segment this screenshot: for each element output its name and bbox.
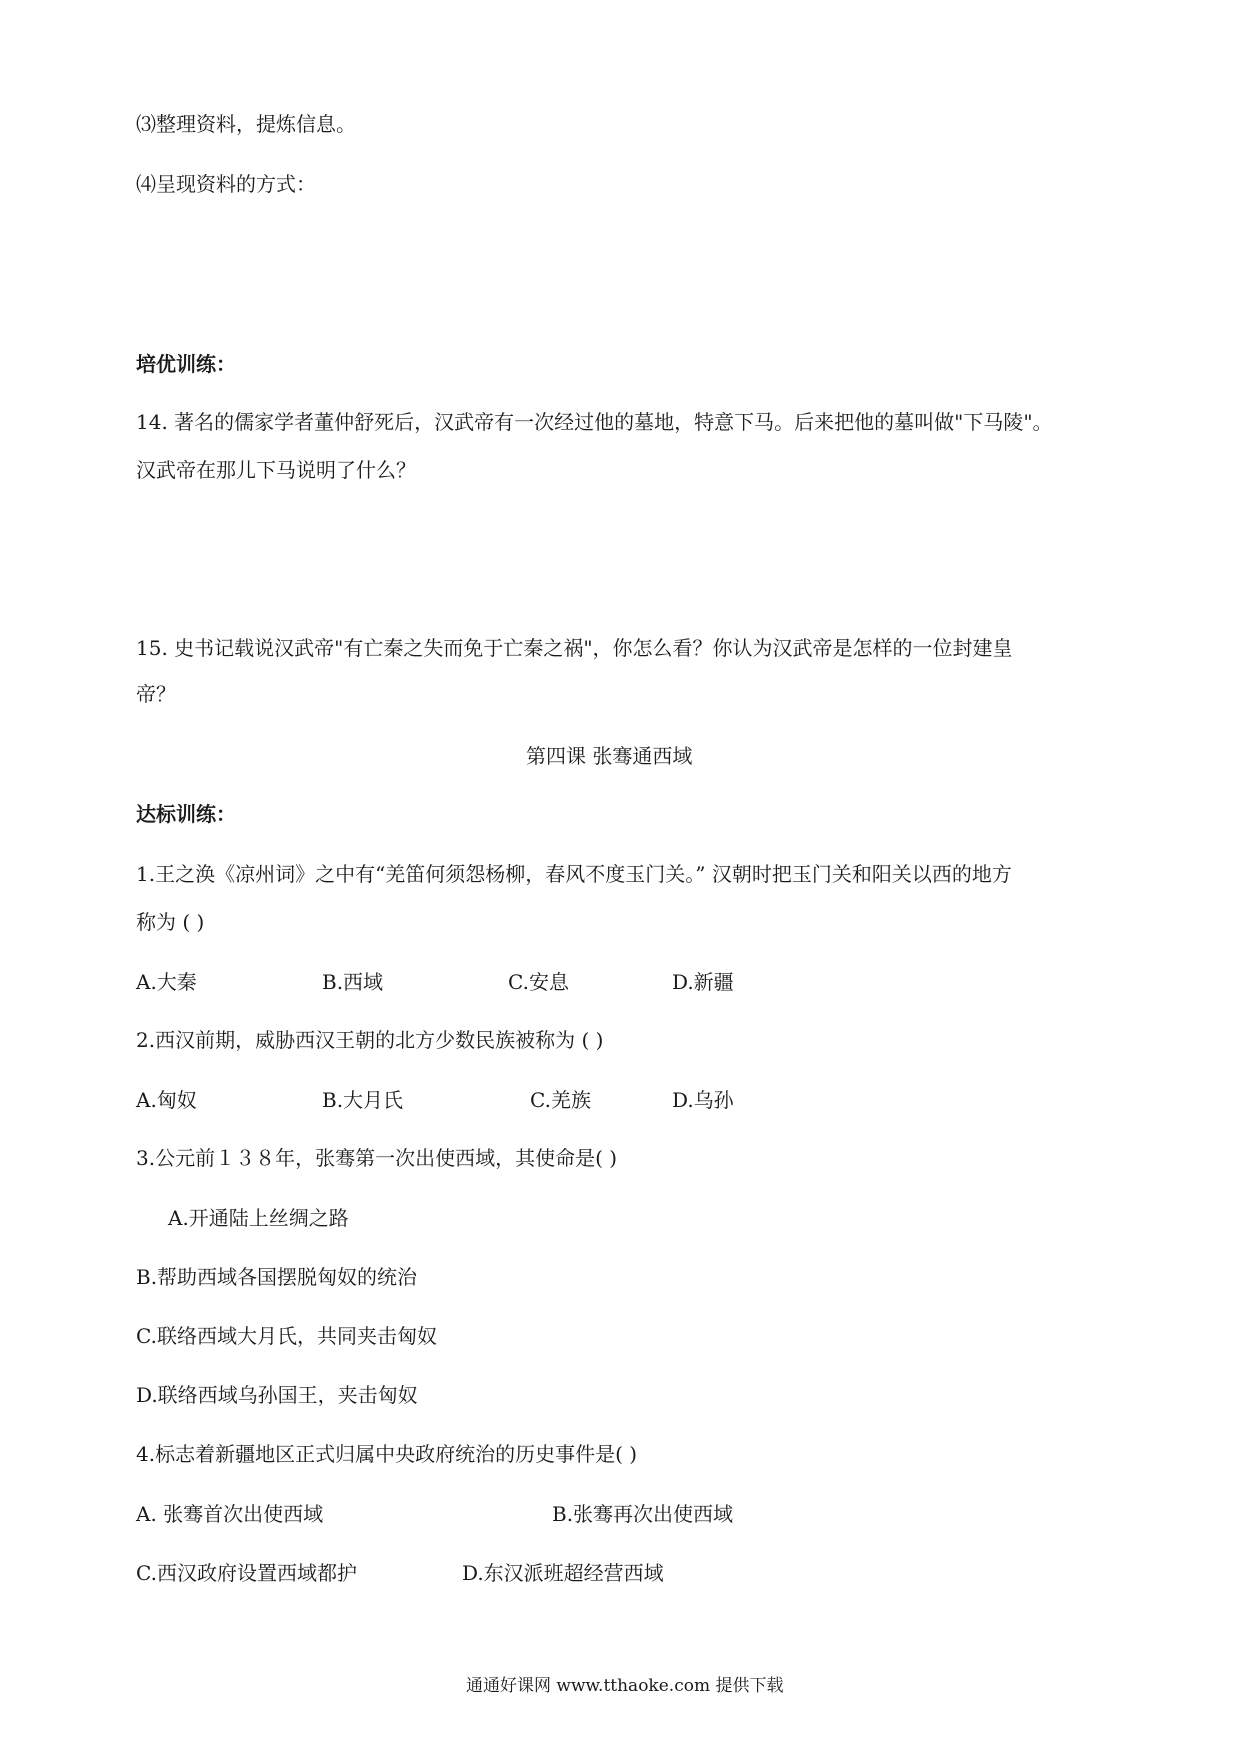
q3-option-d: D.联络西域乌孙国王，夹击匈奴	[136, 1383, 418, 1407]
q2-option-b: B.大月氏	[322, 1088, 404, 1112]
question-1-line-1: 1.王之涣《凉州词》之中有“羌笛何须怨杨柳，春风不度玉门关。” 汉朝时把玉门关和阳关以西的地方	[136, 862, 1012, 886]
question-15-line-2: 帝？	[136, 682, 176, 706]
question-14-line-2: 汉武帝在那儿下马说明了什么？	[136, 458, 416, 482]
question-15-line-1: 15. 史书记载说汉武帝"有亡秦之失而免于亡秦之祸"，你怎么看？你认为汉武帝是怎样的一位封建皇	[136, 636, 1013, 660]
q3-option-a: A.开通陆上丝绸之路	[168, 1206, 349, 1230]
q3-option-b: B.帮助西域各国摆脱匈奴的统治	[136, 1265, 418, 1289]
q1-option-c: C.安息	[508, 970, 569, 994]
q1-option-a: A.大秦	[136, 970, 197, 994]
q3-option-c: C.联络西域大月氏，共同夹击匈奴	[136, 1324, 437, 1348]
section-heading-peiyou: 培优训练：	[136, 352, 236, 376]
q2-option-d: D.乌孙	[672, 1088, 734, 1112]
page-footer: 通通好课网 www.tthaoke.com 提供下载	[466, 1676, 784, 1696]
question-14-line-1: 14. 著名的儒家学者董仲舒死后，汉武帝有一次经过他的墓地，特意下马。后来把他的墓叫做"下马陵"。	[136, 410, 1053, 434]
question-3-stem: 3.公元前１３８年，张骞第一次出使西域，其使命是( )	[136, 1146, 618, 1170]
question-1-line-2: 称为 ( )	[136, 910, 205, 934]
item-4-text: ⑷呈现资料的方式：	[136, 172, 316, 196]
q1-option-b: B.西域	[322, 970, 384, 994]
item-3-text: ⑶整理资料，提炼信息。	[136, 112, 356, 136]
q4-option-a: A. 张骞首次出使西域	[136, 1502, 324, 1526]
q1-option-d: D.新疆	[672, 970, 734, 994]
lesson-title: 第四课 张骞通西域	[526, 744, 693, 768]
q2-option-a: A.匈奴	[136, 1088, 197, 1112]
q4-option-b: B.张骞再次出使西域	[552, 1502, 734, 1526]
question-2-stem: 2.西汉前期，威胁西汉王朝的北方少数民族被称为 ( )	[136, 1028, 604, 1052]
section-heading-dabiao: 达标训练：	[136, 802, 236, 826]
q4-option-d: D.东汉派班超经营西域	[462, 1561, 664, 1585]
question-4-stem: 4.标志着新疆地区正式归属中央政府统治的历史事件是( )	[136, 1442, 638, 1466]
q2-option-c: C.羌族	[530, 1088, 591, 1112]
q4-option-c: C.西汉政府设置西域都护	[136, 1561, 357, 1585]
